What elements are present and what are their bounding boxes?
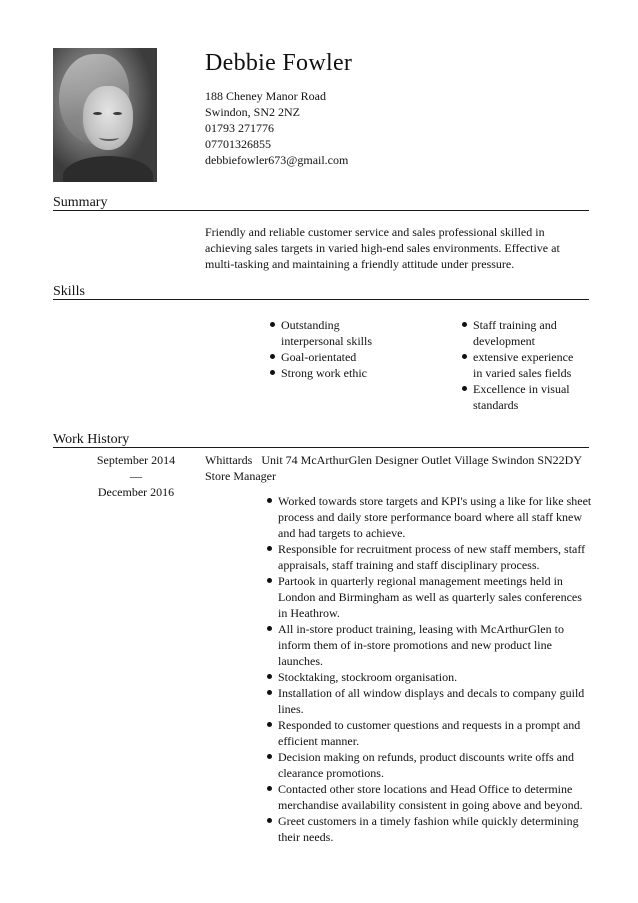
summary-text: Friendly and reliable customer service and sales professional skilled in achieving sales targets in varied high-end sales environments. Effective at multi-tasking and maintaining a friendly attitude under pressure. — [205, 225, 560, 271]
duty-item: Greet customers in a timely fashion while quickly determining their needs. — [266, 813, 592, 845]
skills-heading: Skills — [53, 284, 85, 299]
skills-divider — [53, 299, 589, 300]
skills-right-list — [461, 317, 583, 413]
skills-left-list — [269, 317, 397, 381]
skill-item: extensive experience in varied sales fields — [461, 349, 583, 381]
candidate-name: Debbie Fowler — [205, 50, 353, 76]
skill-item: Outstanding interpersonal skills — [269, 317, 397, 349]
job-end-date: December 2016 — [97, 485, 175, 499]
job-start-date: September 2014 — [96, 453, 176, 467]
duty-item: Contacted other store locations and Head Office to determine merchandise availability consistent in going above and beyond. — [266, 781, 592, 813]
duty-item: Installation of all window displays and decals to company guild lines. — [266, 685, 592, 717]
skill-item: Excellence in visual standards — [461, 381, 583, 413]
summary-heading: Summary — [53, 195, 108, 210]
skills-left-column — [269, 317, 397, 381]
skill-item: Strong work ethic — [269, 365, 397, 381]
duties-list — [266, 493, 592, 845]
skill-item: Goal-orientated — [269, 349, 397, 365]
job-location: Unit 74 McArthurGlen Designer Outlet Village Swindon SN22DY — [261, 453, 583, 467]
duty-item: Responsible for recruitment process of new staff members, staff appraisals, staff training and staff disciplinary process. — [266, 541, 592, 573]
job-duties — [266, 493, 592, 845]
email-address: debbiefowler673@gmail.com — [205, 153, 349, 167]
duty-item: Decision making on refunds, product discounts write offs and clearance promotions. — [266, 749, 592, 781]
phone-mobile: 07701326855 — [205, 137, 271, 151]
duty-item: All in-store product training, leasing with McArthurGlen to inform them of in-store promotions and new product line launches. — [266, 621, 592, 669]
job-header — [205, 452, 582, 484]
photo-mouth — [99, 134, 119, 141]
job-dates — [53, 452, 219, 500]
job-date-separator: — — [130, 469, 142, 483]
photo-eye-right — [113, 112, 122, 115]
duty-item: Worked towards store targets and KPI's using a like for like sheet process and daily store performance board where all staff knew and had targets to achieve. — [266, 493, 592, 541]
summary-divider — [53, 210, 589, 211]
skills-right-column — [461, 317, 583, 413]
skill-item: Staff training and development — [461, 317, 583, 349]
duty-item: Stocktaking, stockroom organisation. — [266, 669, 592, 685]
duty-item: Responded to customer questions and requests in a prompt and efficient manner. — [266, 717, 592, 749]
address-line-1: 188 Cheney Manor Road — [205, 89, 326, 103]
duty-item: Partook in quarterly regional management meetings held in London and Birmingham as well as quarterly sales conferences in Heathrow. — [266, 573, 592, 621]
address-line-2: Swindon, SN2 2NZ — [205, 105, 301, 119]
job-employer: Whittards — [205, 453, 253, 467]
photo-eye-left — [93, 112, 102, 115]
work-history-heading: Work History — [53, 432, 130, 447]
photo-shoulder — [63, 156, 153, 182]
work-history-divider — [53, 447, 589, 448]
phone-landline: 01793 271776 — [205, 121, 274, 135]
profile-photo — [53, 48, 157, 182]
job-role: Store Manager — [205, 469, 276, 483]
contact-block — [205, 88, 348, 168]
